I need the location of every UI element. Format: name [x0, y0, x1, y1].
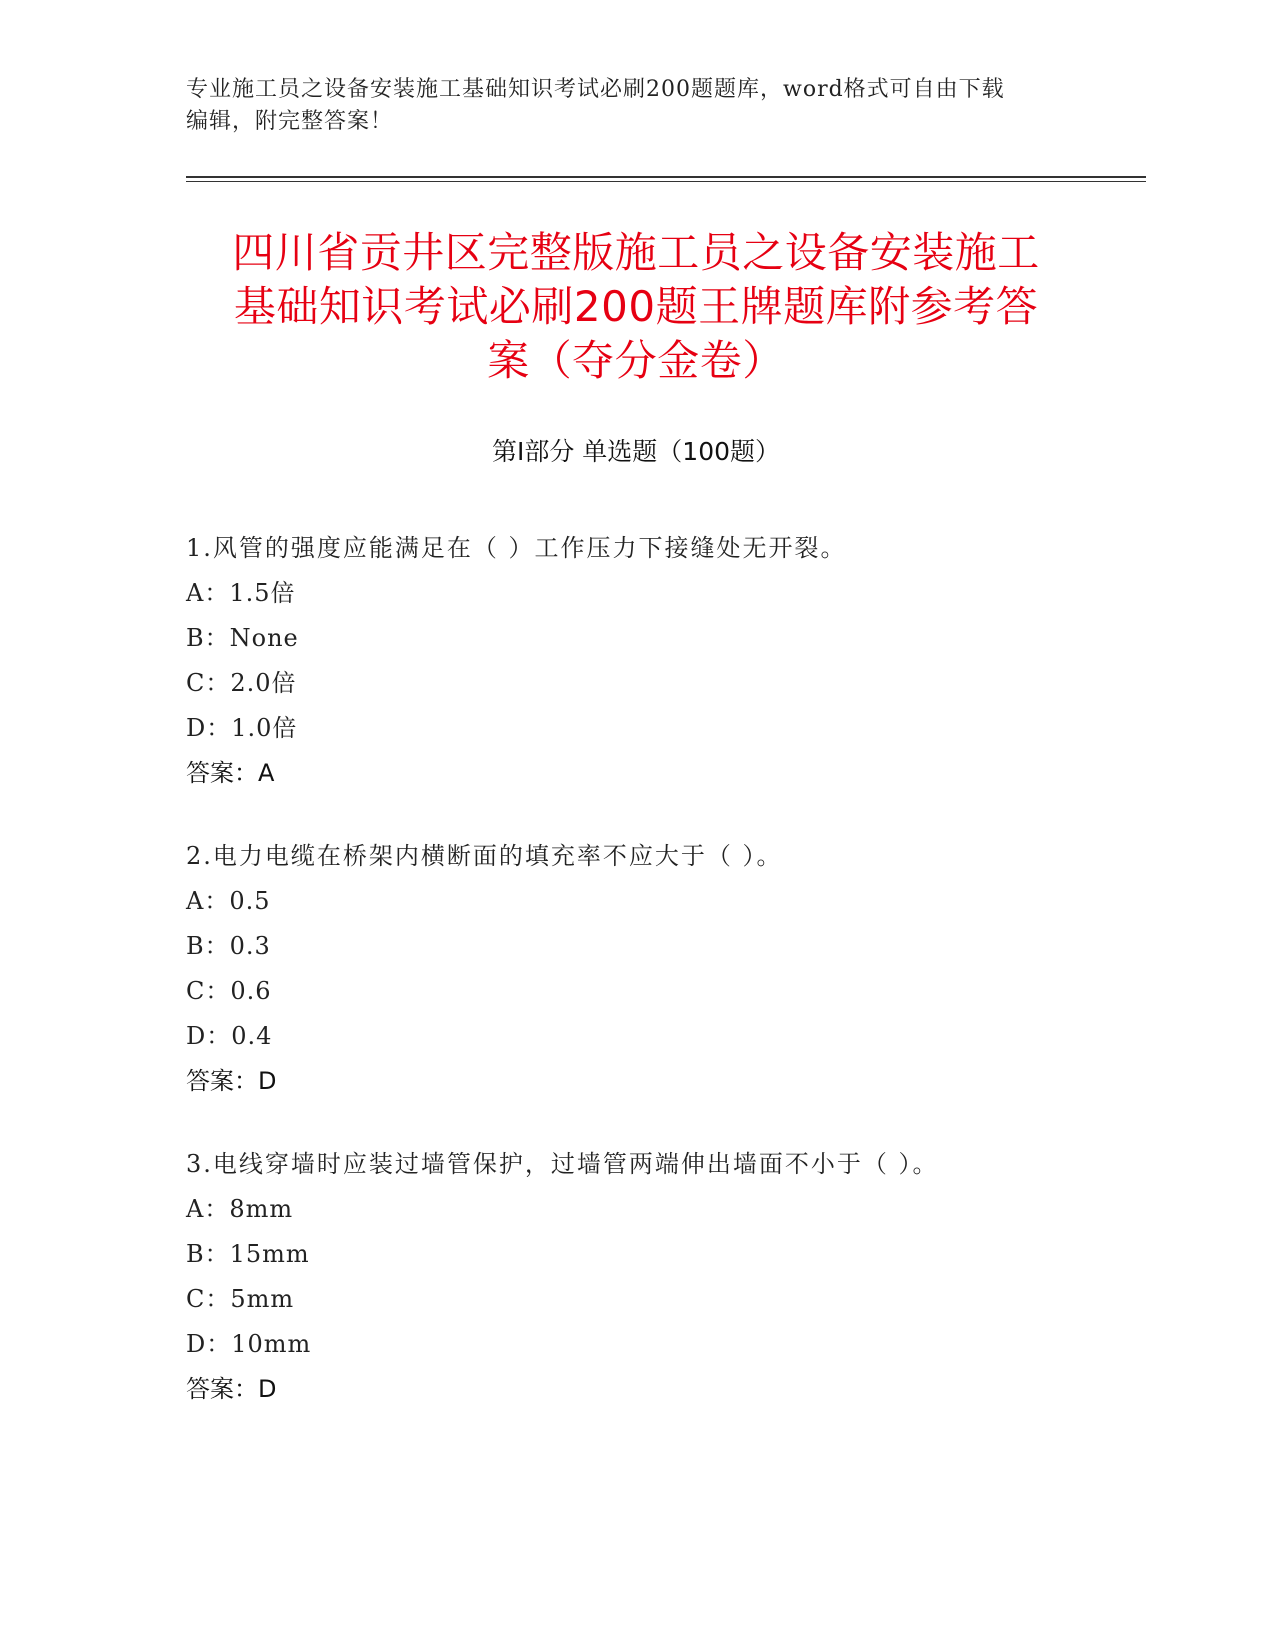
option-a: A：8mm — [186, 1195, 294, 1223]
option-b: B：None — [186, 624, 299, 652]
header-divider-thick — [186, 176, 1146, 178]
question-stem: 2.电力电缆在桥架内横断面的填充率不应大于（ ）。 — [186, 842, 783, 870]
question-stem: 3.电线穿墙时应装过墙管保护，过墙管两端伸出墙面不小于（ ）。 — [186, 1150, 939, 1178]
option-b: B：0.3 — [186, 932, 271, 960]
document-title-line-1: 四川省贡井区完整版施工员之设备安装施工 — [232, 228, 1040, 277]
option-d: D：10mm — [186, 1330, 312, 1358]
answer: 答案：D — [186, 1067, 277, 1095]
option-c: C：5mm — [186, 1285, 295, 1313]
option-a: A：1.5倍 — [186, 579, 296, 607]
option-c: C：0.6 — [186, 977, 272, 1005]
section-title: 第Ⅰ部分 单选题（100题） — [491, 437, 781, 466]
header-note-line-1: 专业施工员之设备安装施工基础知识考试必刷200题题库，word格式可自由下载 — [186, 77, 1005, 102]
answer: 答案：A — [186, 759, 275, 787]
header-note-line-2: 编辑，附完整答案！ — [186, 109, 394, 134]
option-d: D：1.0倍 — [186, 714, 298, 742]
question-3 — [186, 1142, 1086, 1412]
question-2 — [186, 834, 1086, 1104]
question-1 — [186, 526, 1086, 796]
document-title-line-3: 案（夺分金卷） — [487, 336, 785, 385]
header-note — [186, 74, 1086, 138]
option-d: D：0.4 — [186, 1022, 273, 1050]
question-stem: 1.风管的强度应能满足在（ ）工作压力下接缝处无开裂。 — [186, 534, 847, 562]
header-divider-thin — [186, 181, 1146, 182]
option-a: A：0.5 — [186, 887, 271, 915]
question-list — [186, 526, 1086, 1450]
option-c: C：2.0倍 — [186, 669, 297, 697]
document-title — [186, 226, 1086, 388]
option-b: B：15mm — [186, 1240, 310, 1268]
document-title-line-2: 基础知识考试必刷200题王牌题库附参考答 — [233, 282, 1039, 331]
answer: 答案：D — [186, 1375, 277, 1403]
